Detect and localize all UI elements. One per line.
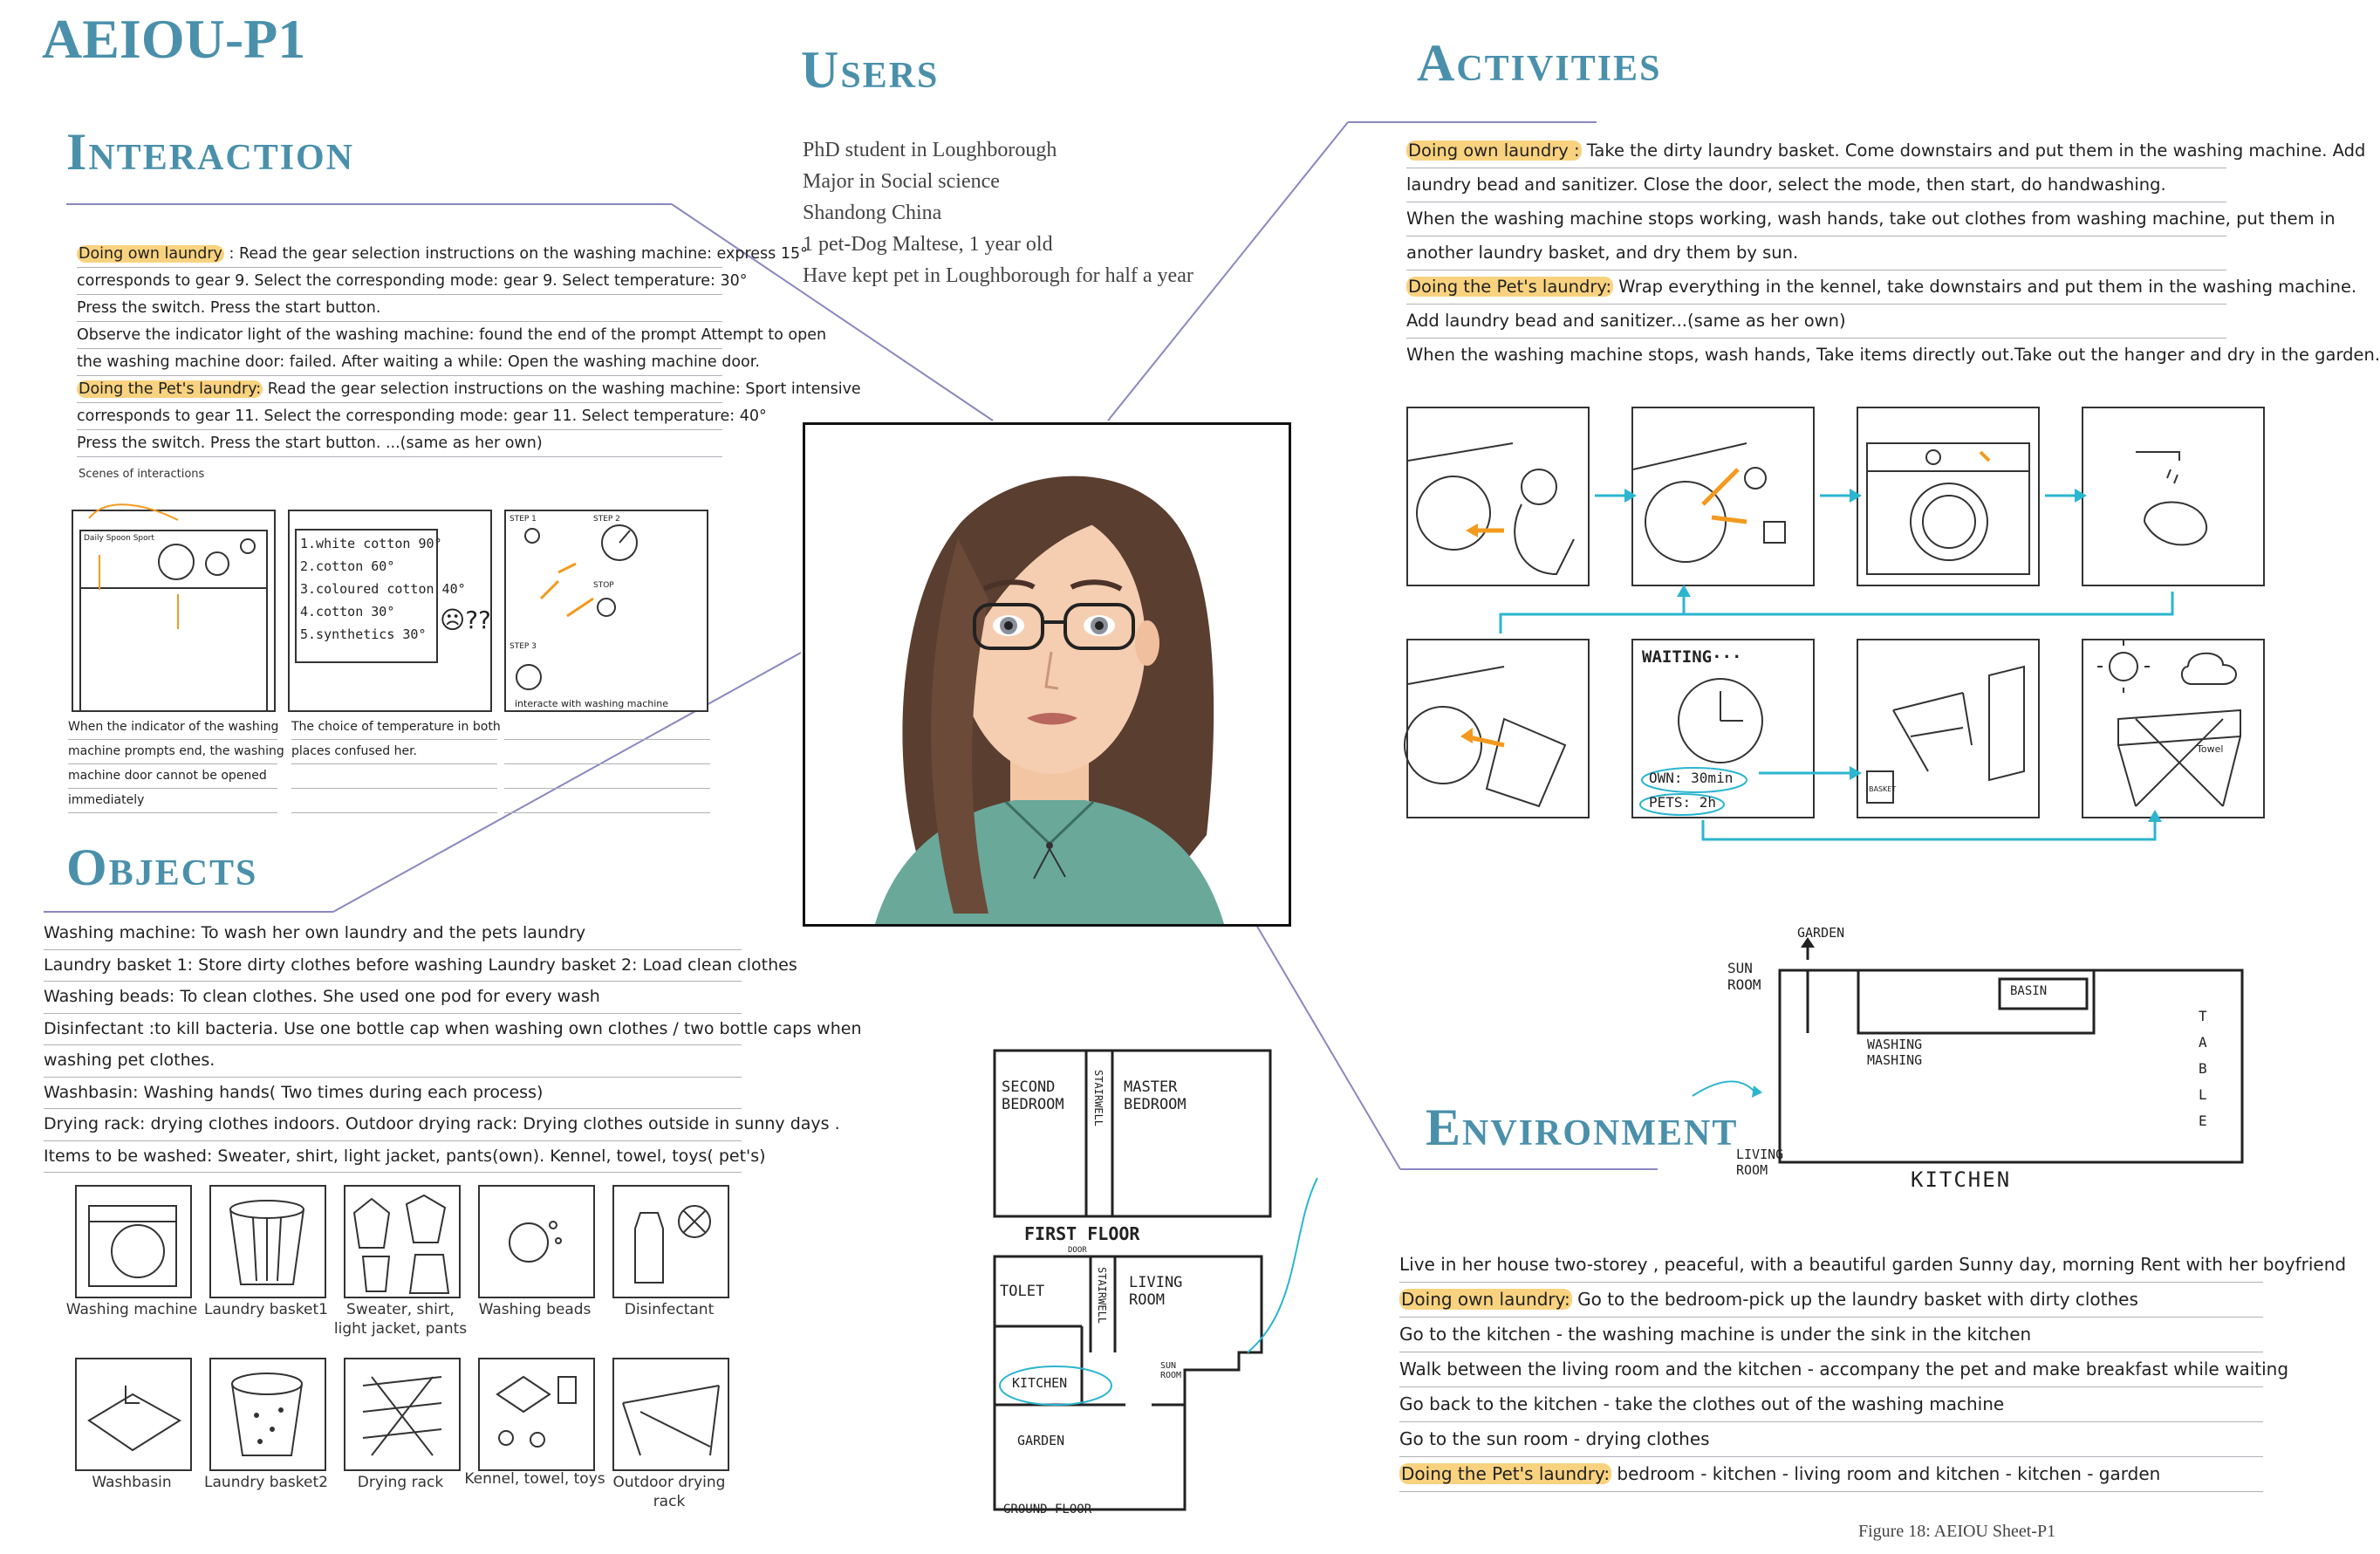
- object-caption: Kennel, towel, toys: [464, 1470, 605, 1488]
- scene-sketch-1: Daily Spoon Sport: [72, 510, 276, 712]
- figure-caption: Figure 18: AEIOU Sheet-P1: [1858, 1522, 2056, 1541]
- object-washbasin: [75, 1358, 192, 1471]
- storyboard-panel-6: WAITING··· OWN: 30min PETS: 2h: [1631, 639, 1815, 818]
- environment-map: GARDEN SUN ROOM BASIN WASHING MASHING T A B L E LIVING ROOM KITCHEN: [1727, 925, 2251, 1204]
- highlight: Doing the Pet's laundry:: [1408, 277, 1612, 297]
- object-caption: Sweater, shirt, light jacket, pants: [333, 1301, 468, 1338]
- users-info: PhD student in Loughborough Major in Social science Shandong China 1 pet-Dog Maltese, 1 year old Have kept pet in Loughborough for half a year: [803, 139, 1193, 287]
- storyboard-panel-8: Towel: [2082, 639, 2265, 818]
- interaction-note-1: When the indicator of the washing machine prompts end, the washing machine door cannot be opened immediately: [68, 715, 277, 813]
- object-caption: Washbasin: [92, 1474, 172, 1491]
- scene-sketch-3: STEP 1 STEP 2 STOP STEP 3 interacte with washing machine: [504, 510, 708, 712]
- environment-text: Live in her house two-storey , peaceful, with a beautiful garden Sunny day, morning Rent with her boyfriend Doing own laundry: Go to the bedroom-pick up the laundry basket with dirty clothes Go to the kitchen - the washing machine is under the sink in the kitchen Walk between the living room and the kitchen - accompany the pet and make breakfast while waiting Go back to the kitchen - take the clothes out of the washing machine Go to the sun room - drying clothes Doing the Pet's laundry: bedroom - kitchen - living room and kitchen - kitchen - garden: [1399, 1248, 2263, 1492]
- page-title: AEIOU-P1: [42, 8, 306, 70]
- storyboard-panel-7: BASKET: [1857, 639, 2040, 818]
- object-caption: Laundry basket2: [204, 1474, 328, 1491]
- object-outdoor-rack: [612, 1358, 729, 1471]
- highlight: Doing the Pet's laundry:: [79, 380, 262, 398]
- object-laundry-basket-1: [209, 1185, 326, 1298]
- object-clothes: [344, 1185, 461, 1298]
- activities-heading: Activities: [1417, 34, 1662, 92]
- floor-plan: SECOND BEDROOM STAIRWELL MASTER BEDROOM FIRST FLOOR TOLET DOOR STAIRWELL LIVING ROOM SUN ROOM KITCHEN GARDEN GROUND FLOOR: [986, 1021, 1352, 1518]
- object-laundry-basket-2: [209, 1358, 326, 1471]
- highlight: Doing own laundry: [79, 245, 222, 263]
- interaction-text: Doing own laundry : Read the gear selection instructions on the washing machine: express 15° corresponds to gear 9. Select the corresponding mode: gear 9. Select temperature: 30° Press the switch. Press the start button. Observe the indicator light of the washing machine: found the end of the prompt Attempt to open the washing machine door: failed. After waiting a while: Open the washing machine door. Doing the Pet's laundry: Read the gear selection instructions on the washing machine: Sport intensive corresponds to gear 11. Select the corresponding mode: gear 11. Select temperature: 40° Press the switch. Press the start button. ...(same as her own): [77, 241, 722, 457]
- highlight: Doing own laundry:: [1401, 1289, 1570, 1310]
- scene-sketch-2: 1.white cotton 90° 2.cotton 60° 3.coloured cotton 40° 4.cotton 30° 5.synthetics 30° ☹??: [288, 510, 492, 712]
- object-washing-beads: [478, 1185, 595, 1298]
- object-caption: Disinfectant: [624, 1301, 715, 1318]
- highlight: Doing own laundry :: [1408, 140, 1580, 161]
- users-heading: Users: [801, 41, 940, 99]
- interaction-note-2: The choice of temperature in both places confused her.: [291, 715, 497, 813]
- interaction-heading: Interaction: [66, 123, 355, 181]
- object-washing-machine: [75, 1185, 192, 1298]
- object-caption: Outdoor drying rack: [612, 1474, 726, 1510]
- scenes-label: Scenes of interactions: [79, 468, 205, 481]
- object-caption: Washing beads: [478, 1301, 592, 1318]
- activities-text: Doing own laundry : Take the dirty laundry basket. Come downstairs and put them in the washing machine. Add laundry bead and sanitizer. Close the door, select the mode, then start, do handwashing. When the washing machine stops working, wash hands, take out clothes from washing machine, put them in another laundry basket, and dry them by sun. Doing the Pet's laundry: Wrap everything in the kennel, take downstairs and put them in the washing machine. Add laundry bead and sanitizer...(same as her own) When the washing machine stops, wash hands, Take items directly out.Take out the hanger and dry in the garden.: [1406, 134, 2226, 372]
- highlight: Doing the Pet's laundry:: [1401, 1463, 1611, 1484]
- object-caption: Washing machine: [65, 1301, 198, 1318]
- objects-heading: Objects: [66, 839, 258, 896]
- environment-heading: Environment: [1426, 1099, 1739, 1156]
- confused-face-icon: ☹??: [440, 606, 491, 634]
- object-kennel: [478, 1358, 595, 1471]
- table-label: T A B L E: [2199, 1008, 2207, 1129]
- object-disinfectant: [612, 1185, 729, 1298]
- object-caption: Drying rack: [357, 1474, 444, 1491]
- object-caption: Laundry basket1: [204, 1301, 328, 1318]
- objects-text: Washing machine: To wash her own laundry and the pets laundry Laundry basket 1: Store dirty clothes before washing Laundry basket 2: Load clean clothes Washing beads: To clean clothes. She used one pod for every wash Disinfectant :to kill bacteria. Use one bottle cap when washing own clothes / two bottle caps when washing pet clothes. Washbasin: Washing hands( Two times during each process) Drying rack: drying clothes indoors. Outdoor drying rack: Drying clothes outside in sunny days . Items to be washed: Sweater, shirt, light jacket, pants(own). Kennel, towel, toys( pet's): [44, 918, 742, 1173]
- object-drying-rack: [344, 1358, 461, 1471]
